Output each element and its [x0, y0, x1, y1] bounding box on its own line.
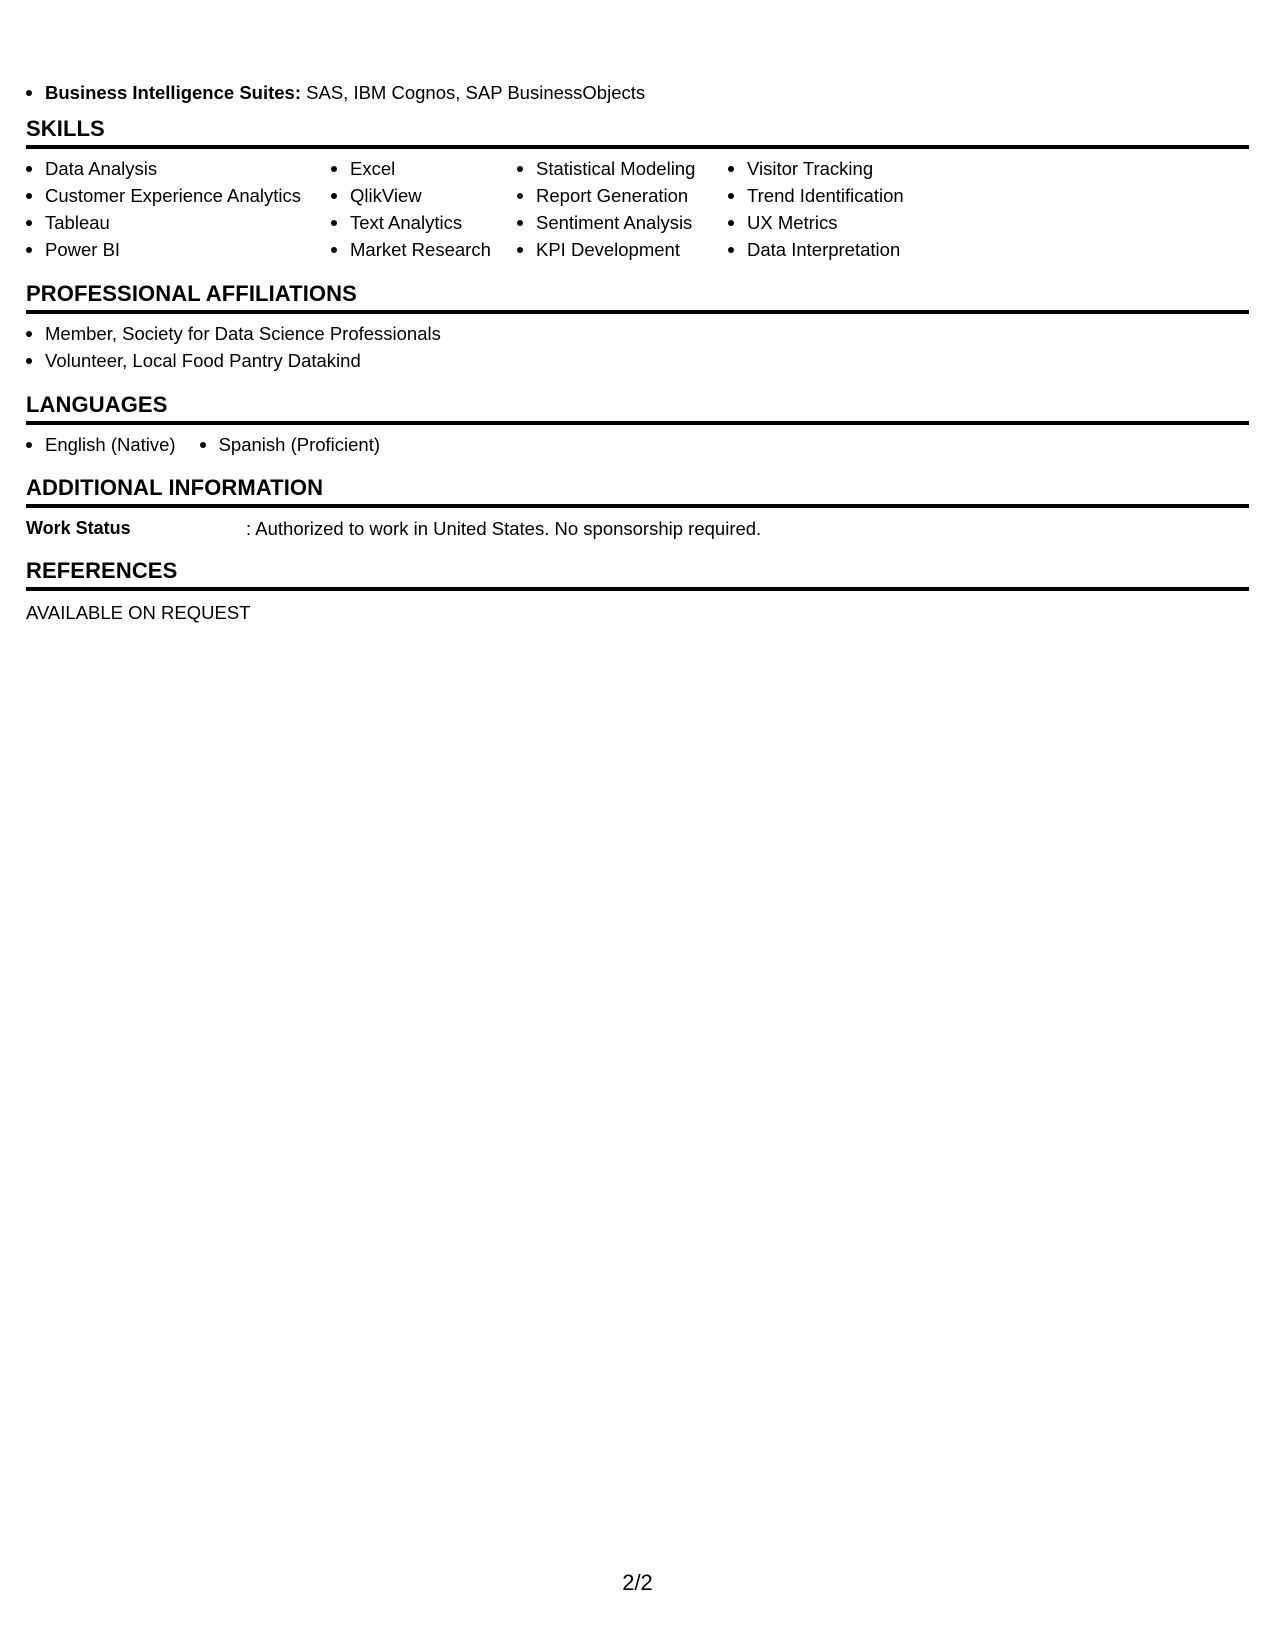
- skills-column-2: [331, 155, 517, 263]
- skills-column-4: [728, 155, 928, 263]
- skill-item: UX Metrics: [728, 209, 928, 236]
- skill-item: Market Research: [331, 236, 517, 263]
- skill-item: Statistical Modeling: [517, 155, 728, 182]
- skills-heading: SKILLS: [26, 115, 1249, 149]
- affiliations-section: [26, 280, 1249, 374]
- languages-list: [26, 431, 1249, 458]
- skill-item: Data Analysis: [26, 155, 331, 182]
- affiliations-heading: PROFESSIONAL AFFILIATIONS: [26, 280, 1249, 314]
- skill-item: KPI Development: [517, 236, 728, 263]
- bi-suites-list: [26, 79, 645, 106]
- skill-item: Data Interpretation: [728, 236, 928, 263]
- skills-grid: [26, 155, 1249, 263]
- references-heading: REFERENCES: [26, 557, 1249, 591]
- languages-heading: LANGUAGES: [26, 391, 1249, 425]
- work-status-row: [26, 515, 1249, 542]
- skill-item: QlikView: [331, 182, 517, 209]
- affiliations-list: [26, 320, 1249, 374]
- bi-suites-item: [26, 79, 645, 106]
- skill-item: Excel: [331, 155, 517, 182]
- skill-item: Sentiment Analysis: [517, 209, 728, 236]
- affiliation-item: Member, Society for Data Science Professionals: [26, 320, 1249, 347]
- languages-section: [26, 391, 1249, 458]
- skill-item: Trend Identification: [728, 182, 928, 209]
- references-text: AVAILABLE ON REQUEST: [26, 602, 251, 623]
- affiliation-item: Volunteer, Local Food Pantry Datakind: [26, 347, 1249, 374]
- skills-section: [26, 115, 1249, 263]
- page-number: 2/2: [622, 1570, 653, 1595]
- bi-suites-label: Business Intelligence Suites:: [45, 82, 301, 103]
- skill-item: Visitor Tracking: [728, 155, 928, 182]
- skill-item: Power BI: [26, 236, 331, 263]
- references-section: [26, 557, 1249, 626]
- work-status-label: Work Status: [26, 518, 131, 538]
- skill-item: Tableau: [26, 209, 331, 236]
- additional-info-section: [26, 474, 1249, 542]
- skill-item: Text Analytics: [331, 209, 517, 236]
- bi-suites-value: SAS, IBM Cognos, SAP BusinessObjects: [301, 82, 646, 103]
- language-item: Spanish (Proficient): [200, 431, 380, 458]
- skill-item: Customer Experience Analytics: [26, 182, 331, 209]
- additional-info-heading: ADDITIONAL INFORMATION: [26, 474, 1249, 508]
- language-item: English (Native): [26, 431, 176, 458]
- skills-column-3: [517, 155, 728, 263]
- skills-column-1: [26, 155, 331, 263]
- skill-item: Report Generation: [517, 182, 728, 209]
- work-status-value: : Authorized to work in United States. No sponsorship required.: [246, 518, 762, 539]
